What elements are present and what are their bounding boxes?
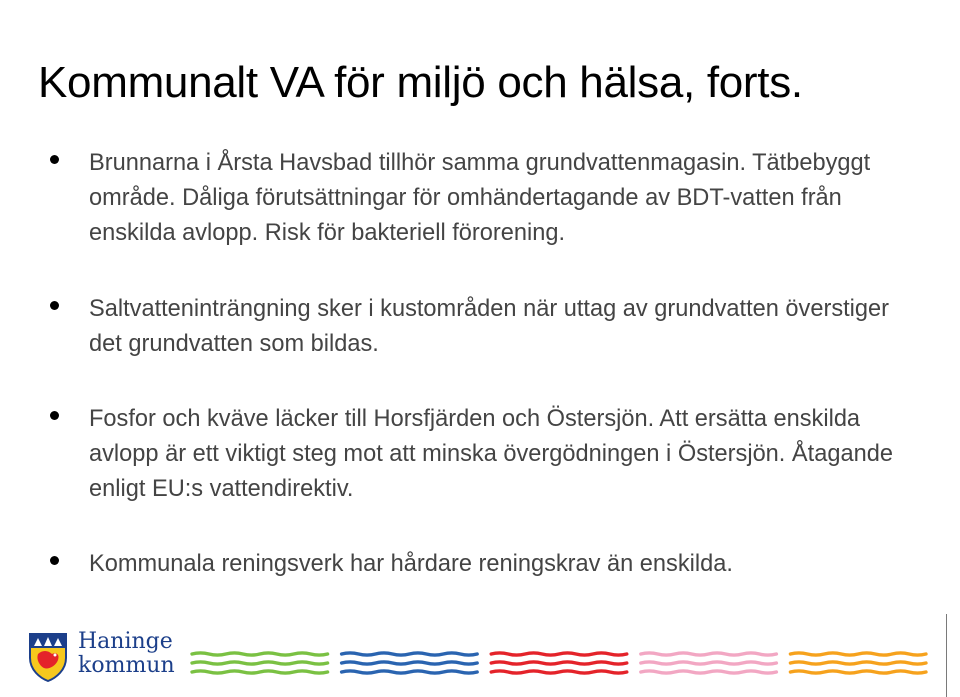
bullet-dot — [50, 155, 59, 164]
wave-stripe — [790, 662, 926, 664]
logo-line-1: Haninge — [78, 629, 173, 654]
wave-stripe — [491, 653, 627, 655]
haninge-logo — [28, 630, 178, 686]
bullet-dot — [50, 301, 59, 310]
bullet-text: Brunnarna i Årsta Havsbad tillhör samma grundvattenmagasin. Tätbebyggt område. Dåliga förutsättningar för omhändertagande av BDT-vatten från enskilda avlopp. Risk för bakteriell förorening. — [89, 150, 871, 246]
bullet-text: Fosfor och kväve läcker till Horsfjärden och Östersjön. Att ersätta enskilda avlopp är ett viktigt steg mot att minska övergödningen i Östersjön. Åtagande enligt EU:s vattendirektiv. — [89, 406, 893, 502]
bullet-dot — [50, 556, 59, 565]
bullet-text: Kommunala reningsverk har hårdare reningskrav än enskilda. — [89, 551, 733, 577]
vertical-divider — [946, 614, 947, 697]
wave-stripe — [192, 662, 328, 664]
wave-stripe — [491, 662, 627, 664]
logo-wordmark — [78, 630, 175, 678]
wave-stripe — [342, 653, 478, 655]
wave-stripe — [641, 662, 777, 664]
decorative-wave-stripes — [188, 648, 936, 678]
wave-stripe — [641, 653, 777, 655]
wave-stripe — [790, 653, 926, 655]
bullet-text: Saltvatteninträngning sker i kustområden när uttag av grundvatten överstiger det grundvatten som bildas. — [89, 296, 890, 357]
logo-line-2: kommun — [78, 653, 175, 678]
slide-title: Kommunalt VA för miljö och hälsa, forts. — [38, 58, 803, 107]
wave-stripe — [192, 653, 328, 655]
wave-stripe — [491, 671, 627, 673]
bullet-dot — [50, 411, 59, 420]
wave-stripe — [641, 671, 777, 673]
wave-stripe — [192, 671, 328, 673]
wave-stripe — [790, 671, 926, 673]
haninge-coat-of-arms-icon — [28, 632, 68, 682]
wave-stripe — [342, 662, 478, 664]
wave-stripe — [342, 671, 478, 673]
